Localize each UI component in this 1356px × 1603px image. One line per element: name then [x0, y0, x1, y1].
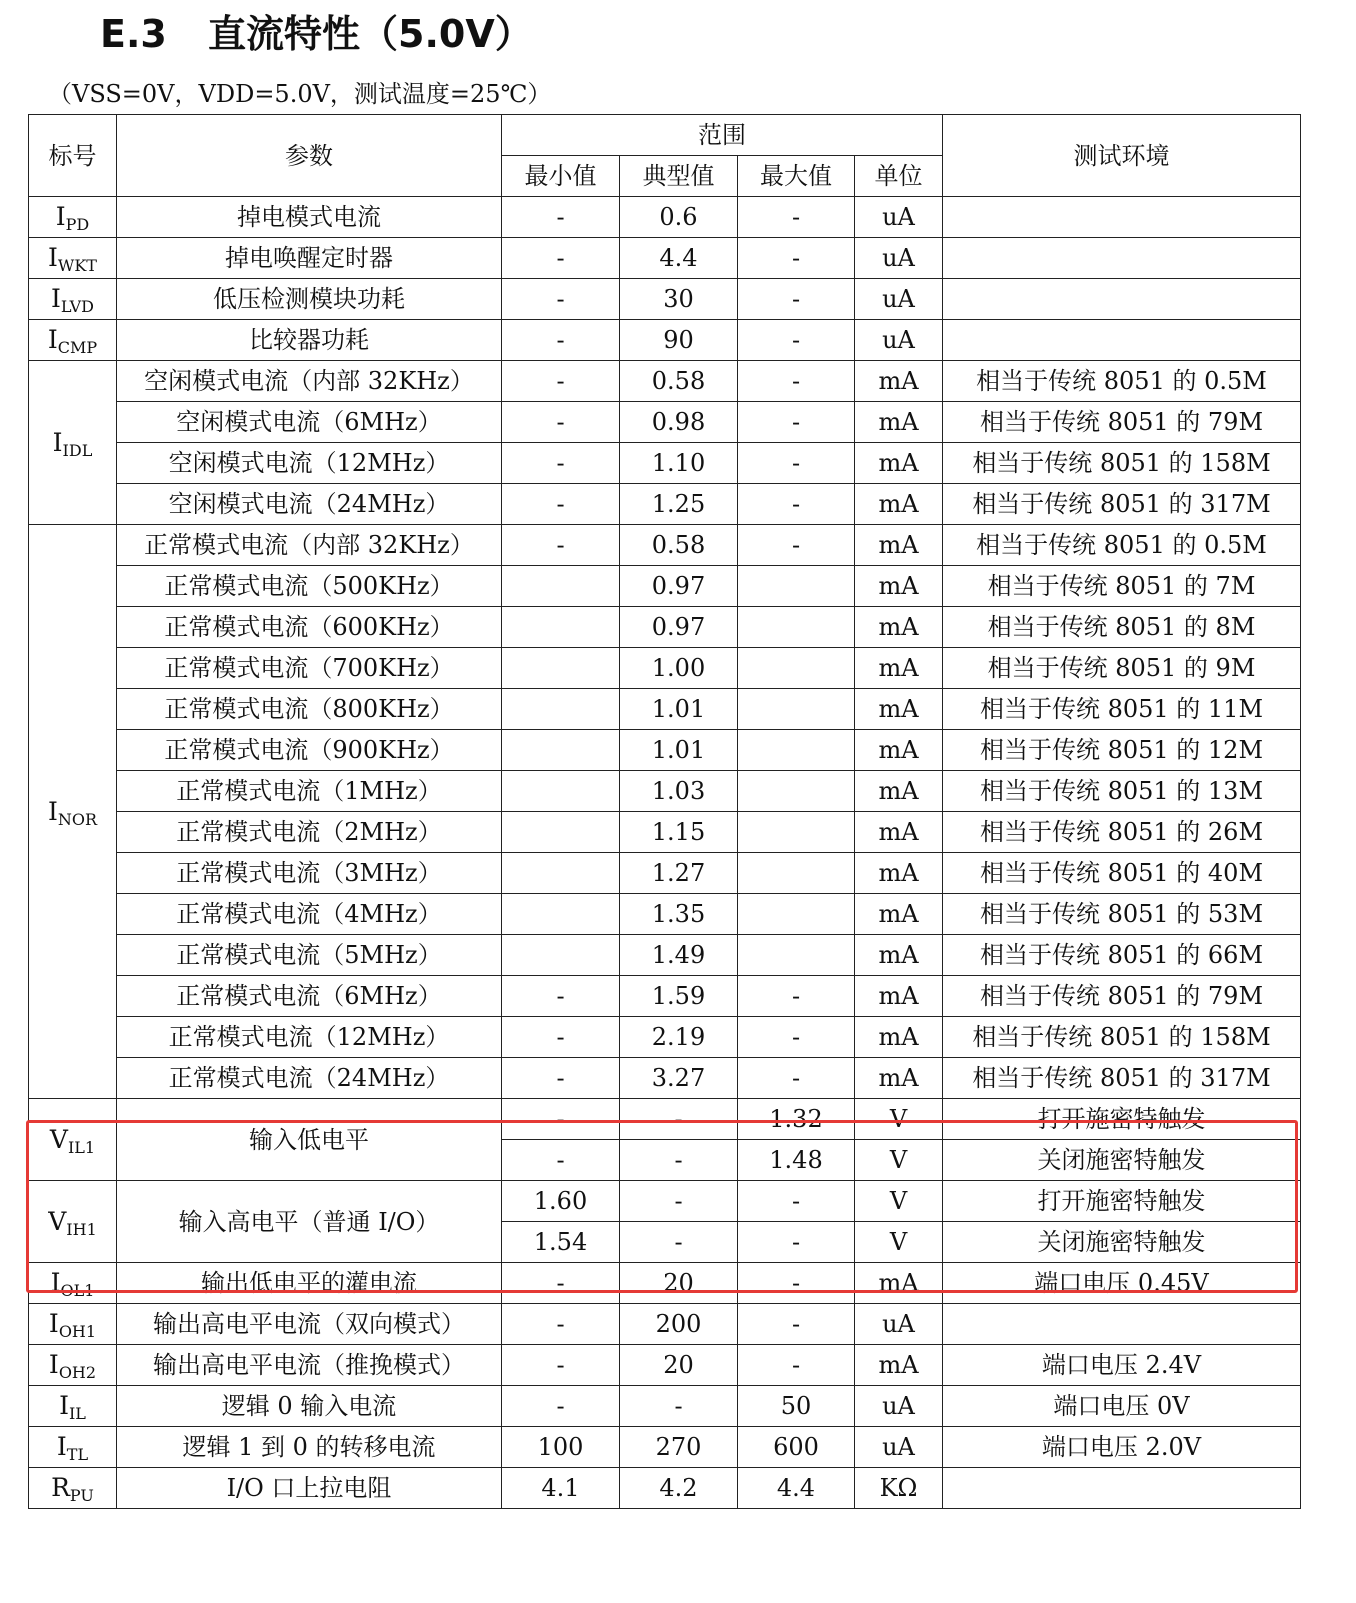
table-row	[29, 689, 1301, 730]
test-environment-cell: 相当于传统 8051 的 0.5M	[943, 361, 1301, 402]
test-environment-cell: 相当于传统 8051 的 8M	[943, 607, 1301, 648]
test-environment-cell: 相当于传统 8051 的 317M	[943, 484, 1301, 525]
header-parameter: 参数	[117, 115, 502, 197]
unit-cell: mA	[855, 648, 943, 689]
max-cell: -	[738, 1263, 855, 1304]
typ-cell: 1.25	[620, 484, 738, 525]
symbol-cell	[29, 238, 117, 279]
symbol-cell	[29, 1386, 117, 1427]
symbol-cell	[29, 1427, 117, 1468]
min-cell	[502, 648, 620, 689]
parameter-cell: 空闲模式电流（内部 32KHz）	[117, 361, 502, 402]
unit-cell: mA	[855, 689, 943, 730]
parameter-cell: 输入高电平（普通 I/O）	[117, 1181, 502, 1263]
symbol-main: R	[51, 1473, 70, 1502]
parameter-cell: 正常模式电流（500KHz）	[117, 566, 502, 607]
typ-cell: 0.97	[620, 607, 738, 648]
test-environment-cell: 端口电压 2.0V	[943, 1427, 1301, 1468]
table-row	[29, 484, 1301, 525]
unit-cell: V	[855, 1222, 943, 1263]
test-environment-cell	[943, 320, 1301, 361]
table-row	[29, 648, 1301, 689]
min-cell: -	[502, 402, 620, 443]
table-row	[29, 402, 1301, 443]
min-cell: -	[502, 484, 620, 525]
unit-cell: mA	[855, 484, 943, 525]
min-cell: -	[502, 1304, 620, 1345]
header-symbol: 标号	[29, 115, 117, 197]
symbol-main: I	[52, 427, 63, 457]
typ-cell: 1.59	[620, 976, 738, 1017]
test-environment-cell: 相当于传统 8051 的 79M	[943, 976, 1301, 1017]
test-environment-cell: 相当于传统 8051 的 66M	[943, 935, 1301, 976]
max-cell	[738, 689, 855, 730]
symbol-cell	[29, 1099, 117, 1181]
test-environment-cell: 打开施密特触发	[943, 1099, 1301, 1140]
typ-cell: 0.98	[620, 402, 738, 443]
symbol-subscript: CMP	[57, 338, 98, 357]
min-cell: -	[502, 1099, 620, 1140]
table-row	[29, 238, 1301, 279]
symbol-main: I	[59, 1391, 69, 1420]
unit-cell: mA	[855, 361, 943, 402]
typ-cell: 1.01	[620, 730, 738, 771]
unit-cell: mA	[855, 1017, 943, 1058]
table-row	[29, 1017, 1301, 1058]
max-cell: -	[738, 976, 855, 1017]
typ-cell: 20	[620, 1345, 738, 1386]
typ-cell: 1.49	[620, 935, 738, 976]
table-row	[29, 812, 1301, 853]
min-cell	[502, 894, 620, 935]
unit-cell: uA	[855, 320, 943, 361]
max-cell: -	[738, 279, 855, 320]
max-cell: -	[738, 197, 855, 238]
typ-cell: 0.97	[620, 566, 738, 607]
max-cell: -	[738, 361, 855, 402]
parameter-cell: 正常模式电流（4MHz）	[117, 894, 502, 935]
parameter-cell: 空闲模式电流（24MHz）	[117, 484, 502, 525]
typ-cell: -	[620, 1099, 738, 1140]
unit-cell: uA	[855, 1427, 943, 1468]
min-cell: 4.1	[502, 1468, 620, 1509]
min-cell	[502, 730, 620, 771]
header-typ: 典型值	[620, 156, 738, 197]
min-cell: 1.60	[502, 1181, 620, 1222]
parameter-cell: 逻辑 1 到 0 的转移电流	[117, 1427, 502, 1468]
symbol-cell	[29, 525, 117, 1099]
parameter-cell: 空闲模式电流（6MHz）	[117, 402, 502, 443]
unit-cell: mA	[855, 1345, 943, 1386]
header-max: 最大值	[738, 156, 855, 197]
table-row	[29, 1345, 1301, 1386]
parameter-cell: 正常模式电流（600KHz）	[117, 607, 502, 648]
test-environment-cell: 端口电压 0.45V	[943, 1263, 1301, 1304]
test-environment-cell: 相当于传统 8051 的 53M	[943, 894, 1301, 935]
symbol-main: V	[48, 1206, 67, 1236]
symbol-subscript: WKT	[57, 256, 97, 275]
typ-cell: 0.58	[620, 361, 738, 402]
symbol-subscript: OL1	[60, 1281, 95, 1300]
table-row	[29, 976, 1301, 1017]
test-environment-cell: 端口电压 2.4V	[943, 1345, 1301, 1386]
unit-cell: V	[855, 1140, 943, 1181]
table-row	[29, 566, 1301, 607]
unit-cell: mA	[855, 1058, 943, 1099]
unit-cell: mA	[855, 894, 943, 935]
typ-cell: -	[620, 1181, 738, 1222]
max-cell: 1.32	[738, 1099, 855, 1140]
min-cell: -	[502, 1140, 620, 1181]
test-environment-cell	[943, 1304, 1301, 1345]
max-cell: -	[738, 1181, 855, 1222]
max-cell: -	[738, 1304, 855, 1345]
test-conditions: （VSS=0V，VDD=5.0V，测试温度=25℃）	[48, 80, 552, 108]
table-row	[29, 1304, 1301, 1345]
min-cell: -	[502, 1017, 620, 1058]
parameter-cell: 输出低电平的灌电流	[117, 1263, 502, 1304]
max-cell: -	[738, 320, 855, 361]
symbol-main: I	[47, 325, 58, 354]
table-row	[29, 607, 1301, 648]
max-cell: -	[738, 1017, 855, 1058]
symbol-main: I	[48, 1350, 59, 1379]
parameter-cell: 正常模式电流（5MHz）	[117, 935, 502, 976]
symbol-cell	[29, 279, 117, 320]
parameter-cell: 正常模式电流（24MHz）	[117, 1058, 502, 1099]
test-environment-cell: 相当于传统 8051 的 79M	[943, 402, 1301, 443]
max-cell: -	[738, 525, 855, 566]
symbol-cell	[29, 320, 117, 361]
max-cell: 4.4	[738, 1468, 855, 1509]
unit-cell: mA	[855, 976, 943, 1017]
parameter-cell: 比较器功耗	[117, 320, 502, 361]
max-cell	[738, 812, 855, 853]
max-cell	[738, 853, 855, 894]
symbol-subscript: OH2	[58, 1363, 97, 1382]
symbol-main: I	[51, 284, 61, 313]
max-cell: -	[738, 484, 855, 525]
min-cell	[502, 689, 620, 730]
parameter-cell: 正常模式电流（3MHz）	[117, 853, 502, 894]
typ-cell: 1.10	[620, 443, 738, 484]
table-row	[29, 279, 1301, 320]
symbol-subscript: IDL	[62, 440, 93, 460]
max-cell	[738, 730, 855, 771]
min-cell	[502, 566, 620, 607]
header-test-environment: 测试环境	[943, 115, 1301, 197]
parameter-cell: 正常模式电流（6MHz）	[117, 976, 502, 1017]
typ-cell: 4.2	[620, 1468, 738, 1509]
unit-cell: uA	[855, 1304, 943, 1345]
section-number: E.3	[100, 12, 167, 56]
max-cell: -	[738, 1345, 855, 1386]
typ-cell: 20	[620, 1263, 738, 1304]
typ-cell: 4.4	[620, 238, 738, 279]
min-cell: -	[502, 238, 620, 279]
symbol-cell	[29, 1468, 117, 1509]
typ-cell: 2.19	[620, 1017, 738, 1058]
parameter-cell: 掉电唤醒定时器	[117, 238, 502, 279]
typ-cell: 1.15	[620, 812, 738, 853]
table-row	[29, 1181, 1301, 1222]
test-environment-cell: 相当于传统 8051 的 26M	[943, 812, 1301, 853]
test-environment-cell: 关闭施密特触发	[943, 1140, 1301, 1181]
symbol-cell	[29, 197, 117, 238]
table-row	[29, 1386, 1301, 1427]
parameter-cell: I/O 口上拉电阻	[117, 1468, 502, 1509]
test-environment-cell: 相当于传统 8051 的 0.5M	[943, 525, 1301, 566]
min-cell: -	[502, 279, 620, 320]
symbol-subscript: IL	[68, 1404, 86, 1423]
unit-cell: mA	[855, 402, 943, 443]
parameter-cell: 掉电模式电流	[117, 197, 502, 238]
table-row	[29, 197, 1301, 238]
symbol-main: I	[56, 1432, 67, 1461]
test-environment-cell	[943, 238, 1301, 279]
min-cell	[502, 607, 620, 648]
table-body	[29, 197, 1301, 1509]
table-row	[29, 1099, 1301, 1140]
unit-cell: V	[855, 1181, 943, 1222]
typ-cell: 30	[620, 279, 738, 320]
table-row	[29, 320, 1301, 361]
symbol-cell	[29, 1181, 117, 1263]
header-range: 范围	[502, 115, 943, 156]
test-environment-cell: 相当于传统 8051 的 11M	[943, 689, 1301, 730]
unit-cell: uA	[855, 1386, 943, 1427]
max-cell: 600	[738, 1427, 855, 1468]
symbol-cell	[29, 1304, 117, 1345]
section-heading	[100, 6, 533, 62]
typ-cell: 270	[620, 1427, 738, 1468]
typ-cell: 1.27	[620, 853, 738, 894]
min-cell: -	[502, 976, 620, 1017]
test-environment-cell: 相当于传统 8051 的 12M	[943, 730, 1301, 771]
symbol-main: I	[47, 796, 58, 826]
unit-cell: mA	[855, 730, 943, 771]
symbol-main: I	[50, 1268, 61, 1297]
unit-cell: mA	[855, 853, 943, 894]
test-environment-cell: 相当于传统 8051 的 7M	[943, 566, 1301, 607]
max-cell	[738, 935, 855, 976]
table-row	[29, 853, 1301, 894]
unit-cell: mA	[855, 1263, 943, 1304]
typ-cell: -	[620, 1386, 738, 1427]
table-row	[29, 771, 1301, 812]
symbol-cell	[29, 1263, 117, 1304]
parameter-cell: 正常模式电流（1MHz）	[117, 771, 502, 812]
max-cell: -	[738, 443, 855, 484]
min-cell: -	[502, 1058, 620, 1099]
parameter-cell: 正常模式电流（2MHz）	[117, 812, 502, 853]
min-cell: -	[502, 443, 620, 484]
test-environment-cell: 相当于传统 8051 的 40M	[943, 853, 1301, 894]
table-row	[29, 525, 1301, 566]
symbol-main: I	[55, 202, 66, 231]
table-row	[29, 730, 1301, 771]
min-cell: -	[502, 197, 620, 238]
dc-characteristics-table	[28, 114, 1301, 1509]
table-row	[29, 1058, 1301, 1099]
typ-cell: 1.03	[620, 771, 738, 812]
symbol-main: V	[49, 1124, 68, 1154]
symbol-subscript: IL1	[67, 1137, 96, 1157]
unit-cell: uA	[855, 238, 943, 279]
max-cell: -	[738, 1058, 855, 1099]
unit-cell: mA	[855, 443, 943, 484]
parameter-cell: 正常模式电流（内部 32KHz）	[117, 525, 502, 566]
test-environment-cell: 打开施密特触发	[943, 1181, 1301, 1222]
parameter-cell: 输入低电平	[117, 1099, 502, 1181]
typ-cell: 1.35	[620, 894, 738, 935]
max-cell	[738, 607, 855, 648]
parameter-cell: 正常模式电流（800KHz）	[117, 689, 502, 730]
parameter-cell: 空闲模式电流（12MHz）	[117, 443, 502, 484]
parameter-cell: 低压检测模块功耗	[117, 279, 502, 320]
min-cell	[502, 935, 620, 976]
symbol-subscript: PU	[69, 1486, 94, 1505]
max-cell: -	[738, 402, 855, 443]
test-environment-cell	[943, 279, 1301, 320]
min-cell: 1.54	[502, 1222, 620, 1263]
parameter-cell: 正常模式电流（12MHz）	[117, 1017, 502, 1058]
symbol-main: I	[48, 243, 58, 272]
test-environment-cell	[943, 1468, 1301, 1509]
unit-cell: uA	[855, 279, 943, 320]
unit-cell: mA	[855, 566, 943, 607]
max-cell: 50	[738, 1386, 855, 1427]
table-row	[29, 443, 1301, 484]
parameter-cell: 逻辑 0 输入电流	[117, 1386, 502, 1427]
symbol-subscript: NOR	[57, 809, 98, 829]
min-cell: -	[502, 525, 620, 566]
typ-cell: -	[620, 1140, 738, 1181]
unit-cell: mA	[855, 525, 943, 566]
min-cell	[502, 853, 620, 894]
test-environment-cell: 关闭施密特触发	[943, 1222, 1301, 1263]
table-row	[29, 1427, 1301, 1468]
typ-cell: -	[620, 1222, 738, 1263]
min-cell: -	[502, 1345, 620, 1386]
table-row	[29, 361, 1301, 402]
min-cell: 100	[502, 1427, 620, 1468]
unit-cell: mA	[855, 771, 943, 812]
symbol-subscript: OH1	[58, 1322, 97, 1341]
max-cell	[738, 771, 855, 812]
header-unit: 单位	[855, 156, 943, 197]
unit-cell: mA	[855, 607, 943, 648]
section-title: 直流特性（5.0V）	[208, 12, 533, 56]
typ-cell: 200	[620, 1304, 738, 1345]
unit-cell: KΩ	[855, 1468, 943, 1509]
max-cell: -	[738, 1222, 855, 1263]
max-cell: 1.48	[738, 1140, 855, 1181]
table-row	[29, 935, 1301, 976]
test-environment-cell: 相当于传统 8051 的 9M	[943, 648, 1301, 689]
test-environment-cell: 相当于传统 8051 的 13M	[943, 771, 1301, 812]
test-environment-cell: 相当于传统 8051 的 317M	[943, 1058, 1301, 1099]
parameter-cell: 正常模式电流（900KHz）	[117, 730, 502, 771]
min-cell: -	[502, 361, 620, 402]
parameter-cell: 正常模式电流（700KHz）	[117, 648, 502, 689]
symbol-subscript: PD	[65, 215, 90, 234]
typ-cell: 0.6	[620, 197, 738, 238]
parameter-cell: 输出高电平电流（推挽模式）	[117, 1345, 502, 1386]
parameter-cell: 输出高电平电流（双向模式）	[117, 1304, 502, 1345]
unit-cell: mA	[855, 812, 943, 853]
test-environment-cell: 相当于传统 8051 的 158M	[943, 1017, 1301, 1058]
min-cell: -	[502, 1386, 620, 1427]
symbol-subscript: IH1	[66, 1219, 97, 1239]
max-cell: -	[738, 238, 855, 279]
test-environment-cell: 相当于传统 8051 的 158M	[943, 443, 1301, 484]
symbol-subscript: TL	[66, 1445, 89, 1464]
max-cell	[738, 894, 855, 935]
test-environment-cell: 端口电压 0V	[943, 1386, 1301, 1427]
symbol-cell	[29, 1345, 117, 1386]
test-environment-cell	[943, 197, 1301, 238]
header-min: 最小值	[502, 156, 620, 197]
unit-cell: V	[855, 1099, 943, 1140]
typ-cell: 1.01	[620, 689, 738, 730]
min-cell: -	[502, 320, 620, 361]
table-row	[29, 894, 1301, 935]
typ-cell: 3.27	[620, 1058, 738, 1099]
unit-cell: uA	[855, 197, 943, 238]
symbol-subscript: LVD	[60, 297, 94, 316]
typ-cell: 0.58	[620, 525, 738, 566]
table-row	[29, 1468, 1301, 1509]
unit-cell: mA	[855, 935, 943, 976]
min-cell	[502, 771, 620, 812]
max-cell	[738, 648, 855, 689]
table-row	[29, 1263, 1301, 1304]
symbol-main: I	[48, 1309, 59, 1338]
typ-cell: 90	[620, 320, 738, 361]
max-cell	[738, 566, 855, 607]
symbol-cell	[29, 361, 117, 525]
min-cell	[502, 812, 620, 853]
typ-cell: 1.00	[620, 648, 738, 689]
min-cell: -	[502, 1263, 620, 1304]
